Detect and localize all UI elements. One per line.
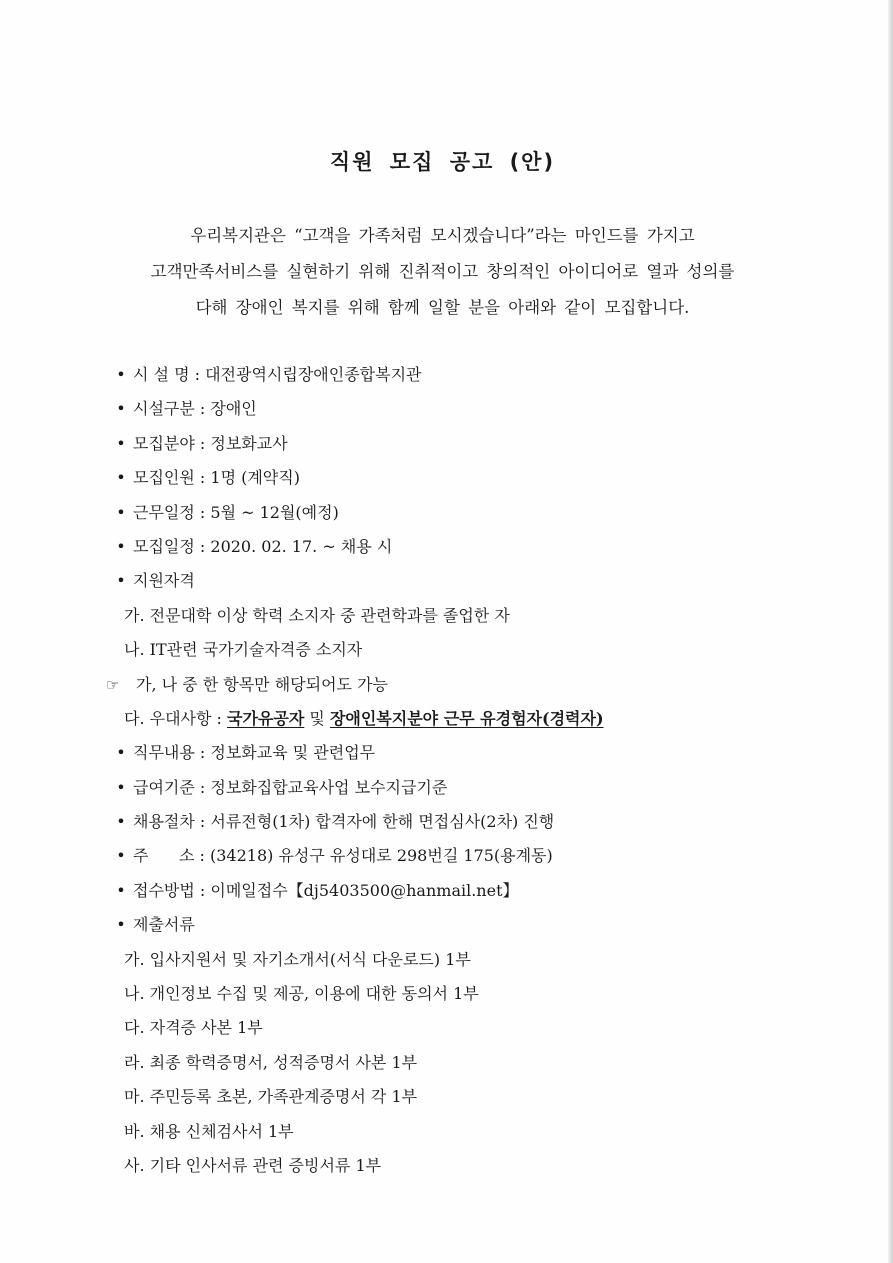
bullet: • xyxy=(116,846,126,866)
document-item xyxy=(0,1115,893,1149)
detail-text: 모집인원 : 1명 (계약직) xyxy=(133,468,300,488)
document-item xyxy=(0,1080,893,1114)
preference-text xyxy=(124,702,604,736)
detail-salary xyxy=(0,771,893,805)
preference-conjunction: 및 xyxy=(304,708,330,728)
qualification-heading xyxy=(0,564,893,598)
document-text: 라. 최종 학력증명서, 성적증명서 사본 1부 xyxy=(124,1052,418,1072)
qualification-item xyxy=(0,599,893,633)
detail-work-period xyxy=(0,496,893,530)
detail-text: 근무일정 : 5월 ~ 12월(예정) xyxy=(133,502,339,522)
document-text: 가. 입사지원서 및 자기소개서(서식 다운로드) 1부 xyxy=(124,949,471,969)
detail-text: 채용절차 : 서류전형(1차) 합격자에 한해 면접심사(2차) 진행 xyxy=(133,812,555,832)
detail-facility-type xyxy=(0,392,893,426)
bullet: • xyxy=(116,812,126,832)
preference-highlight: 국가유공자 xyxy=(227,708,305,728)
qualification-note xyxy=(0,668,893,702)
document-item xyxy=(0,1011,893,1045)
detail-recruit-period xyxy=(0,530,893,564)
section-heading: 지원자격 xyxy=(133,571,195,591)
qualification-text: 가. 전문대학 이상 학력 소지자 중 관련학과를 졸업한 자 xyxy=(124,605,510,625)
bullet: • xyxy=(116,365,126,384)
intro-paragraph xyxy=(40,218,845,326)
qualification-item xyxy=(0,633,893,667)
detail-text: 시 설 명 : 대전광역시립장애인종합복지관 xyxy=(133,365,422,384)
detail-text: 주 소 : (34218) 유성구 유성대로 298번길 175(용계동) xyxy=(133,846,553,866)
document-item xyxy=(0,1046,893,1080)
section-heading: 제출서류 xyxy=(133,915,195,935)
bullet: • xyxy=(116,743,126,763)
detail-process xyxy=(0,805,893,839)
detail-facility-name xyxy=(0,358,893,392)
bullet: • xyxy=(116,502,126,522)
detail-address xyxy=(0,839,893,873)
detail-application xyxy=(0,874,893,908)
intro-line: 우리복지관은 “고객을 가족처럼 모시겠습니다”라는 마인드를 가지고 xyxy=(190,226,695,245)
detail-text: 시설구분 : 장애인 xyxy=(133,399,257,419)
bullet: • xyxy=(116,468,126,488)
bullet: • xyxy=(116,571,126,591)
note-text: 가, 나 중 한 항목만 해당되어도 가능 xyxy=(136,674,388,694)
document-text: 마. 주민등록 초본, 가족관계증명서 각 1부 xyxy=(124,1087,418,1107)
detail-headcount xyxy=(0,461,893,495)
bullet: • xyxy=(116,399,126,419)
scan-edge-shadow xyxy=(888,0,893,1263)
intro-line: 다해 장애인 복지를 위해 함께 일할 분을 아래와 같이 모집합니다. xyxy=(195,298,690,317)
qualification-preference xyxy=(0,702,893,736)
detail-duties xyxy=(0,736,893,770)
document-item xyxy=(0,1149,893,1183)
bullet: • xyxy=(116,777,126,797)
detail-field xyxy=(0,427,893,461)
preference-prefix: 다. 우대사항 : xyxy=(124,708,228,728)
detail-text: 급여기준 : 정보화집합교육사업 보수지급기준 xyxy=(133,777,448,797)
document-item xyxy=(0,943,893,977)
bullet: • xyxy=(116,880,126,900)
preference-highlight: 장애인복지분야 근무 유경험자(경력자) xyxy=(329,708,604,728)
detail-text: 모집일정 : 2020. 02. 17. ~ 채용 시 xyxy=(133,536,393,556)
qualification-text: 나. IT관련 국가기술자격증 소지자 xyxy=(124,640,363,660)
recruitment-details xyxy=(0,358,893,1183)
pointing-hand-icon: ☞ xyxy=(106,675,120,694)
documents-heading xyxy=(0,908,893,942)
detail-text: 직무내용 : 정보화교육 및 관련업무 xyxy=(133,743,376,763)
document-text: 사. 기타 인사서류 관련 증빙서류 1부 xyxy=(124,1155,382,1175)
bullet: • xyxy=(116,915,126,935)
document-text: 바. 채용 신체검사서 1부 xyxy=(124,1121,294,1141)
bullet: • xyxy=(116,536,126,556)
intro-line: 고객만족서비스를 실현하기 위해 진취적이고 창의적인 아이디어로 열과 성의를 xyxy=(150,262,735,281)
document-item xyxy=(0,977,893,1011)
detail-text: 모집분야 : 정보화교사 xyxy=(133,433,288,453)
detail-text: 접수방법 : 이메일접수【dj5403500@hanmail.net】 xyxy=(133,880,519,900)
page-title: 직원 모집 공고 (안) xyxy=(329,150,556,174)
document-text: 나. 개인정보 수집 및 제공, 이용에 대한 동의서 1부 xyxy=(124,984,479,1004)
document-text: 다. 자격증 사본 1부 xyxy=(124,1018,263,1038)
bullet: • xyxy=(116,433,126,453)
